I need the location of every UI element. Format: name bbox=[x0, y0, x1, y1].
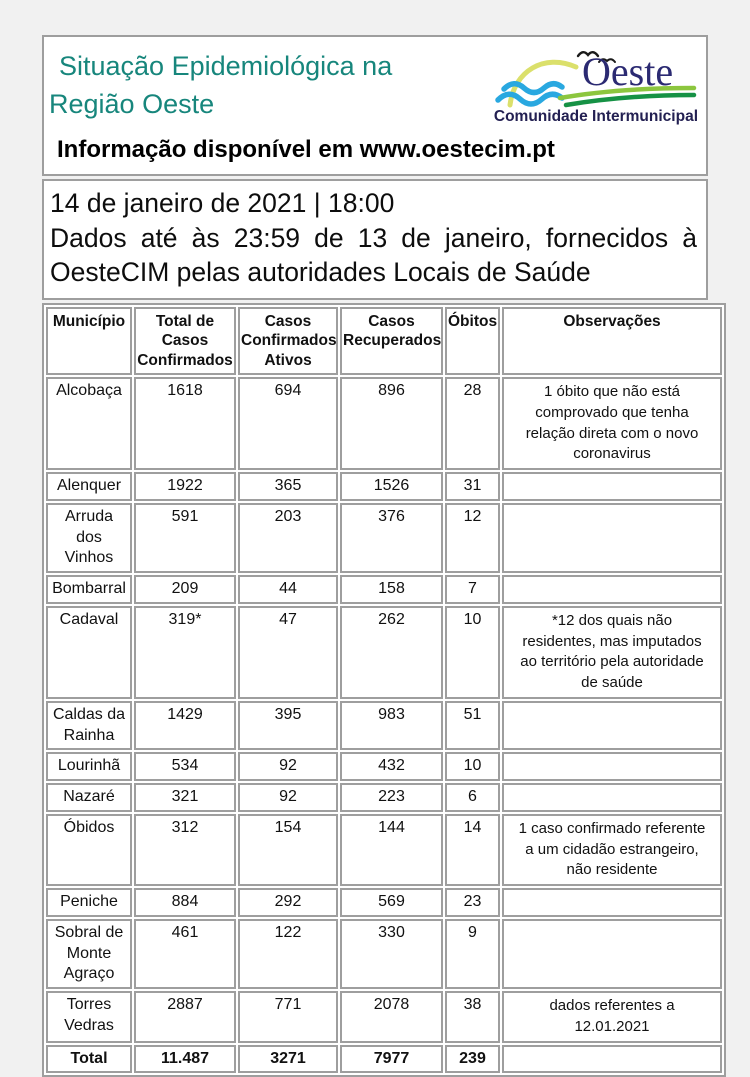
cell-municipio: Lourinhã bbox=[46, 752, 132, 781]
header-section bbox=[42, 35, 708, 176]
page-title-line2: Região Oeste bbox=[49, 89, 215, 120]
cell-obs bbox=[502, 1045, 722, 1074]
cell-recuperados: 158 bbox=[340, 575, 443, 604]
cell-ativos: 122 bbox=[238, 919, 338, 989]
table-header-row bbox=[46, 307, 722, 375]
cell-total: 1618 bbox=[134, 377, 236, 470]
column-header-total-confirmados: Total de Casos Confirmados bbox=[134, 307, 236, 375]
logo-tagline: Comunidade Intermunicipal bbox=[493, 108, 698, 125]
cell-recuperados: 376 bbox=[340, 503, 443, 573]
cell-obs bbox=[502, 472, 722, 501]
table-row bbox=[46, 783, 722, 812]
cell-ativos: 44 bbox=[238, 575, 338, 604]
cell-recuperados: 896 bbox=[340, 377, 443, 470]
cell-municipio: Cadaval bbox=[46, 606, 132, 699]
cell-ativos: 47 bbox=[238, 606, 338, 699]
oeste-logo-graphic bbox=[496, 47, 696, 109]
cell-ativos: 203 bbox=[238, 503, 338, 573]
covid-cases-table bbox=[42, 303, 726, 1077]
cell-recuperados: 330 bbox=[340, 919, 443, 989]
cell-municipio: Bombarral bbox=[46, 575, 132, 604]
table-row bbox=[46, 919, 722, 989]
cell-obitos: 28 bbox=[445, 377, 500, 470]
cell-obitos: 7 bbox=[445, 575, 500, 604]
column-header-municipio: Município bbox=[46, 307, 132, 375]
cell-ativos: 92 bbox=[238, 783, 338, 812]
table-header bbox=[46, 307, 722, 375]
table-total-row bbox=[46, 1045, 722, 1074]
cell-obs bbox=[502, 919, 722, 989]
cell-obitos: 10 bbox=[445, 752, 500, 781]
cell-recuperados: 2078 bbox=[340, 991, 443, 1042]
cell-total: 591 bbox=[134, 503, 236, 573]
oestecim-logo bbox=[494, 45, 706, 126]
table-row bbox=[46, 472, 722, 501]
cell-recuperados: 432 bbox=[340, 752, 443, 781]
cell-recuperados: 262 bbox=[340, 606, 443, 699]
cell-obitos: 31 bbox=[445, 472, 500, 501]
page-title-line1: Situação Epidemiológica na bbox=[59, 51, 393, 81]
info-url-text: Informação disponível em www.oestecim.pt bbox=[57, 136, 555, 163]
header-top bbox=[44, 45, 706, 126]
cell-municipio: Caldas da Rainha bbox=[46, 701, 132, 751]
logo-wordmark: Oeste bbox=[581, 49, 674, 94]
table-row bbox=[46, 606, 722, 699]
cell-obitos: 12 bbox=[445, 503, 500, 573]
cell-municipio: Sobral de Monte Agraço bbox=[46, 919, 132, 989]
cell-ativos: 292 bbox=[238, 888, 338, 917]
table-row bbox=[46, 575, 722, 604]
report-datetime: 14 de janeiro de 2021 | 18:00 bbox=[50, 188, 395, 218]
table-row bbox=[46, 503, 722, 573]
table-body bbox=[46, 377, 722, 1073]
cell-obitos: 6 bbox=[445, 783, 500, 812]
column-header-ativos: Casos Confirmados Ativos bbox=[238, 307, 338, 375]
cell-obs bbox=[502, 701, 722, 751]
cell-obs: dados referentes a 12.01.2021 bbox=[502, 991, 722, 1042]
page-title bbox=[44, 47, 392, 124]
table-row bbox=[46, 991, 722, 1042]
cell-recuperados: 223 bbox=[340, 783, 443, 812]
table-row bbox=[46, 888, 722, 917]
data-source-note: Dados até às 23:59 de 13 de janeiro, fornecidos à OesteCIM pelas autoridades Locais de Saúde bbox=[50, 222, 697, 288]
cell-recuperados: 983 bbox=[340, 701, 443, 751]
cell-total: 209 bbox=[134, 575, 236, 604]
cell-obs bbox=[502, 783, 722, 812]
cell-total: 11.487 bbox=[134, 1045, 236, 1074]
cell-ativos: 154 bbox=[238, 814, 338, 886]
cell-ativos: 3271 bbox=[238, 1045, 338, 1074]
cell-obs: *12 dos quais não residentes, mas imputados ao território pela autoridade de saúde bbox=[502, 606, 722, 699]
cell-obitos: 14 bbox=[445, 814, 500, 886]
cell-recuperados: 1526 bbox=[340, 472, 443, 501]
cell-ativos: 365 bbox=[238, 472, 338, 501]
cell-obitos: 239 bbox=[445, 1045, 500, 1074]
table-row bbox=[46, 752, 722, 781]
cell-obs bbox=[502, 752, 722, 781]
cell-obs bbox=[502, 503, 722, 573]
cell-recuperados: 144 bbox=[340, 814, 443, 886]
cell-municipio: Alenquer bbox=[46, 472, 132, 501]
cell-municipio: Arruda dos Vinhos bbox=[46, 503, 132, 573]
cell-municipio: Nazaré bbox=[46, 783, 132, 812]
cell-municipio: Torres Vedras bbox=[46, 991, 132, 1042]
cell-total: 884 bbox=[134, 888, 236, 917]
cell-total: 321 bbox=[134, 783, 236, 812]
land-line-icon bbox=[566, 95, 694, 105]
cell-obitos: 9 bbox=[445, 919, 500, 989]
cell-obs: 1 caso confirmado referente a um cidadão estrangeiro, não residente bbox=[502, 814, 722, 886]
cell-total: 534 bbox=[134, 752, 236, 781]
cell-total: 1922 bbox=[134, 472, 236, 501]
cell-obitos: 38 bbox=[445, 991, 500, 1042]
cell-municipio: Total bbox=[46, 1045, 132, 1074]
cell-recuperados: 569 bbox=[340, 888, 443, 917]
wave-icon bbox=[498, 94, 562, 104]
cell-municipio: Alcobaça bbox=[46, 377, 132, 470]
table-row bbox=[46, 701, 722, 751]
cell-obitos: 51 bbox=[445, 701, 500, 751]
cell-ativos: 395 bbox=[238, 701, 338, 751]
cell-obs: 1 óbito que não está comprovado que tenha relação direta com o novo coronavirus bbox=[502, 377, 722, 470]
cell-obitos: 10 bbox=[445, 606, 500, 699]
column-header-observacoes: Observações bbox=[502, 307, 722, 375]
cell-ativos: 694 bbox=[238, 377, 338, 470]
column-header-obitos: Óbitos bbox=[445, 307, 500, 375]
bulletin-card bbox=[42, 35, 708, 1077]
cell-municipio: Peniche bbox=[46, 888, 132, 917]
table-row bbox=[46, 814, 722, 886]
date-section bbox=[42, 179, 708, 300]
cell-obs bbox=[502, 888, 722, 917]
cell-total: 2887 bbox=[134, 991, 236, 1042]
cell-ativos: 92 bbox=[238, 752, 338, 781]
cell-municipio: Óbidos bbox=[46, 814, 132, 886]
cell-total: 312 bbox=[134, 814, 236, 886]
cell-ativos: 771 bbox=[238, 991, 338, 1042]
cell-obitos: 23 bbox=[445, 888, 500, 917]
table-row bbox=[46, 377, 722, 470]
cell-recuperados: 7977 bbox=[340, 1045, 443, 1074]
cell-total: 319* bbox=[134, 606, 236, 699]
cell-total: 1429 bbox=[134, 701, 236, 751]
column-header-recuperados: Casos Recuperados bbox=[340, 307, 443, 375]
cell-total: 461 bbox=[134, 919, 236, 989]
cell-obs bbox=[502, 575, 722, 604]
